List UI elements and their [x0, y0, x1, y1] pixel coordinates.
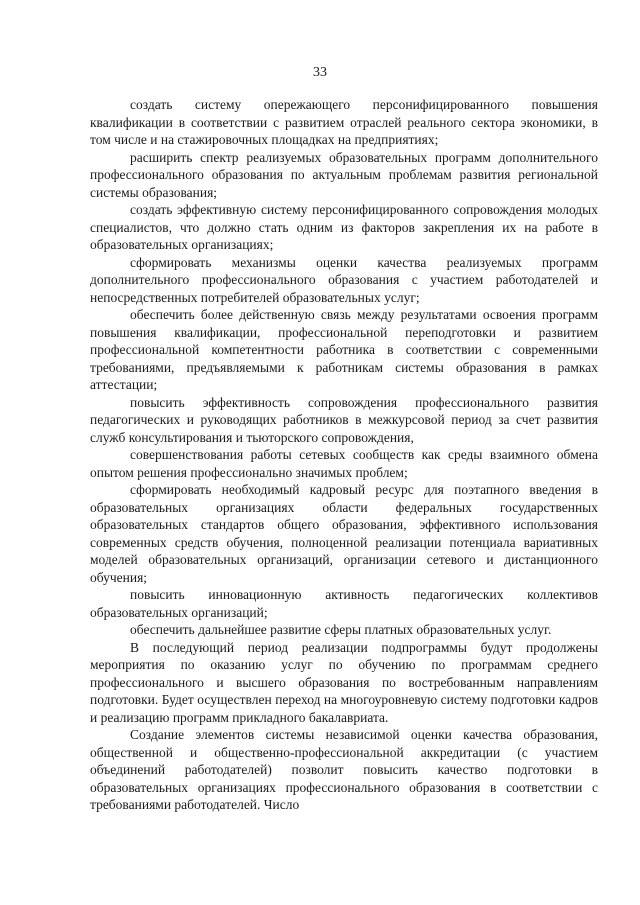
- paragraph: обеспечить дальнейшее развитие сферы платных образовательных услуг.: [130, 622, 552, 637]
- paragraph: сформировать механизмы оценки качества реализуемых программ дополнительного профессионального образования с участием работодателей и непосредственных потребителей образовательных услуг;: [90, 254, 598, 305]
- paragraph: обеспечить более действенную связь между результатами освоения программ повышения квалификации, профессиональной переподготовки и развитием профессиональной компетентности работника в соответствии с современными требованиями, предъявляемыми к работникам системы образования в рамках аттестации;: [90, 307, 598, 392]
- paragraph: повысить эффективность сопровождения профессионального развития педагогических и руководящих работников в межкурсовой период за счет развития служб консультирования и тьюторского сопровождения,: [90, 394, 598, 445]
- body-text: [90, 96, 598, 814]
- paragraph: создать эффективную систему персонифицированного сопровождения молодых специалистов, что должно стать одним из факторов закрепления их на работе в образовательных организациях;: [90, 202, 598, 252]
- paragraph: В последующий период реализации подпрограммы будут продолжены мероприятия по оказанию услуг по обучению по программам среднего профессионального и высшего образования по востребованным направлениям подготовки. Будет осуществлен переход на многоуровневую систему подготовки кадров и реализацию программ прикладного бакалавриата.: [90, 639, 598, 725]
- paragraph: совершенствования работы сетевых сообществ как среды взаимного обмена опытом решения профессионально значимых проблем;: [90, 447, 598, 480]
- page-number: 33: [313, 65, 327, 80]
- paragraph: расширить спектр реализуемых образовательных программ дополнительного профессионального образования по актуальным проблемам развития региональной системы образования;: [90, 149, 598, 200]
- paragraph: повысить инновационную активность педагогических коллективов образовательных организаций;: [90, 587, 598, 620]
- paragraph: Создание элементов системы независимой оценки качества образования, общественной и общественно-профессиональной аккредитации (с участием объединений работодателей) позволит повысить качество подготовки в образовательных организациях профессионального образования в соответствии с требованиями работодателей. Число: [90, 727, 598, 812]
- paragraph: сформировать необходимый кадровый ресурс для поэтапного введения в образовательных организациях области федеральных государственных образовательных стандартов общего образования, эффективного использования современных средств обучения, полноценной реализации потенциала вариативных моделей образовательных организаций, организации сетевого и дистанционного обучения;: [90, 482, 598, 585]
- paragraph: создать систему опережающего персонифицированного повышения квалификации в соответствии с развитием отраслей реального сектора экономики, в том числе и на стажировочных площадках на предприятиях;: [90, 97, 598, 147]
